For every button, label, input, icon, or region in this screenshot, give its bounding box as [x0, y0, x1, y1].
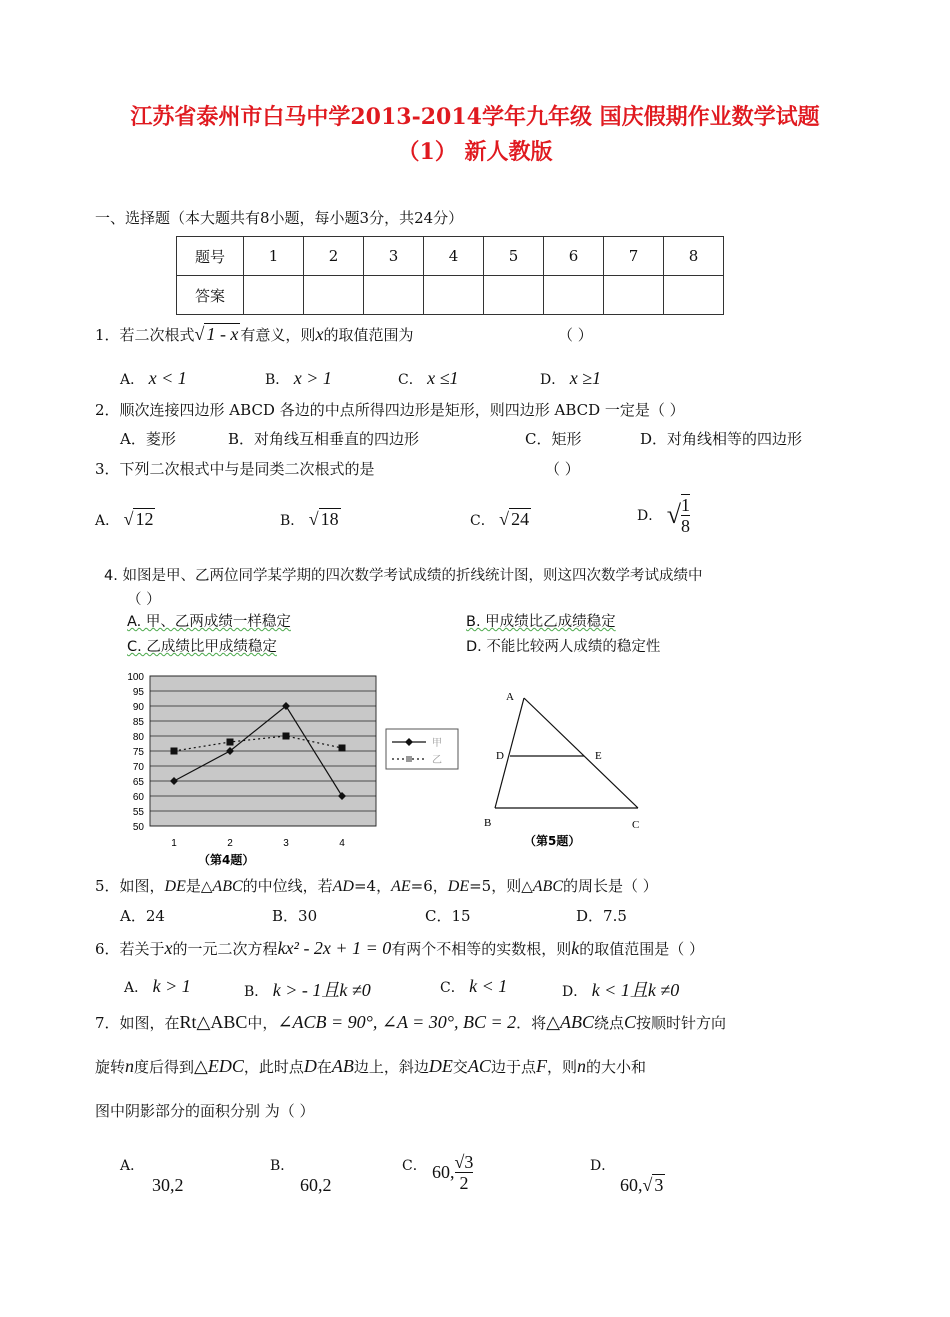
q5-option-c[interactable]: C．15: [425, 907, 471, 925]
table-cell-number: 2: [304, 237, 364, 276]
q5-text: 5．如图，: [95, 877, 165, 895]
radicand: 1 - x: [206, 324, 239, 344]
option-text: A. 甲、乙两成绩一样稳定: [127, 614, 291, 630]
page-title-line1: 江苏省泰州市白马中学2013-2014学年九年级 国庆假期作业数学试题: [130, 104, 820, 130]
x-tick-label: 3: [283, 838, 289, 849]
math-var: DE: [164, 878, 186, 895]
data-point-yi: [171, 748, 178, 755]
option-expr: k > 1: [152, 976, 191, 996]
y-tick-label: 90: [132, 702, 144, 713]
question-2: 2．顺次连接四边形 ABCD 各边的中点所得四边形是矩形，则四边形 ABCD 一定是（ ）: [95, 401, 685, 419]
q6-text: 的一元二次方程: [172, 940, 278, 958]
q7-text: 边上，斜边: [353, 1058, 429, 1076]
side-ac: [524, 698, 638, 808]
q2-option-d[interactable]: D．对角线相等的四边形: [640, 430, 803, 448]
data-point-yi: [227, 739, 234, 746]
sqrt-expression: √ 18: [308, 509, 339, 529]
option-expr: 30,2: [152, 1175, 184, 1195]
answer-cell[interactable]: [664, 276, 724, 315]
option-letter: D．: [637, 508, 663, 524]
legend-label-yi: 乙: [432, 755, 442, 766]
option-text: C. 乙成绩比甲成绩稳定: [127, 639, 277, 655]
answer-cell[interactable]: [604, 276, 664, 315]
q7-text: 度后得到: [134, 1058, 195, 1076]
legend-marker-yi: [406, 756, 412, 762]
option-expr: k < 1且k ≠0: [591, 980, 680, 1000]
y-tick-label: 65: [132, 777, 144, 788]
fraction-denominator: 8: [680, 516, 690, 536]
x-tick-label: 1: [171, 838, 177, 849]
q5-text: 的周长是（ ）: [562, 877, 658, 895]
legend-label-jia: 甲: [432, 738, 442, 749]
q7-text: 中，: [247, 1014, 278, 1032]
y-tick-label: 85: [132, 717, 144, 728]
question-3: 3．下列二次根式中与是同类二次根式的是: [95, 460, 375, 478]
q5-option-d[interactable]: D．7.5: [576, 907, 627, 925]
table-cell-number: 5: [484, 237, 544, 276]
y-tick-label: 50: [132, 822, 144, 833]
page-title-line2: （1） 新人教版: [397, 139, 553, 165]
q7-option-b[interactable]: [270, 1155, 332, 1196]
math-var: DE: [447, 878, 470, 895]
q7-text: 绕点: [593, 1014, 624, 1032]
line-chart-q4: [108, 666, 468, 874]
option-letter: D．: [540, 372, 566, 388]
q5-text: 是△: [185, 877, 213, 895]
option-letter: B．: [270, 1158, 295, 1174]
q4-option-b[interactable]: [466, 610, 616, 631]
option-letter: D．: [590, 1158, 616, 1174]
math-equation: kx² - 2x + 1 = 0: [277, 938, 392, 958]
option-letter: B．: [244, 984, 269, 1000]
q7-text: 旋转: [95, 1058, 126, 1076]
q6-option-b[interactable]: [244, 976, 371, 1002]
q7-option-c[interactable]: [402, 1155, 427, 1175]
q3-option-a[interactable]: [95, 509, 155, 530]
question-7-line2: [95, 1056, 646, 1077]
q1-text: 的取值范围为: [323, 326, 414, 344]
q6-text: 的取值范围是（ ）: [579, 940, 705, 958]
math-var: k: [571, 938, 580, 958]
section-heading: 一、选择题（本大题共有8小题，每小题3分，共24分）: [95, 209, 464, 227]
q1-option-c[interactable]: [398, 368, 459, 389]
data-point-yi: [339, 745, 346, 752]
q7-text: ，此时点: [243, 1058, 304, 1076]
x-tick-label: 2: [227, 838, 233, 849]
q2-option-a[interactable]: A．菱形: [120, 430, 176, 448]
y-tick-label: 100: [127, 672, 144, 683]
math-var: AC: [467, 1056, 491, 1076]
y-tick-label: 70: [132, 762, 144, 773]
math-expr: △EDC: [194, 1056, 244, 1076]
question-6: [95, 938, 704, 959]
question-7-line3: 图中阴影部分的面积分别 为（ ）: [95, 1102, 315, 1120]
q5-text: =4，: [353, 877, 392, 895]
y-tick-label: 55: [132, 807, 144, 818]
table-cell-number: 8: [664, 237, 724, 276]
q7-text: 的大小和: [585, 1058, 646, 1076]
option-letter: C．: [440, 980, 465, 996]
q6-option-a[interactable]: [124, 976, 191, 997]
label-a: A: [506, 691, 514, 703]
math-var: AD: [332, 878, 354, 895]
q1-text: 有意义，则: [240, 326, 316, 344]
q7-option-c-expr: [432, 1152, 473, 1193]
q4-option-c[interactable]: [127, 635, 277, 656]
math-var: ABC: [212, 878, 243, 895]
label-d: D: [496, 750, 504, 762]
q5-text: 的中位线，若: [242, 877, 333, 895]
fraction-numerator: √3: [454, 1152, 474, 1172]
math-expr: Rt△ABC: [179, 1012, 248, 1032]
answer-table-header-row: [177, 237, 724, 276]
math-expr: △ABC: [546, 1012, 594, 1032]
radicand: 3: [654, 1175, 664, 1195]
answer-cell[interactable]: [364, 276, 424, 315]
q2-option-c[interactable]: C．矩形: [525, 430, 582, 448]
question-5: [95, 875, 658, 896]
y-tick-label: 80: [132, 732, 144, 743]
q7-option-d[interactable]: [590, 1155, 665, 1196]
option-expr: k > - 1且k ≠0: [272, 980, 371, 1000]
q7-text: 按顺时针方向: [636, 1014, 727, 1032]
q7-text: 在: [316, 1058, 332, 1076]
fraction-denominator: 2: [459, 1173, 469, 1193]
math-var: DE: [428, 1056, 453, 1076]
chart-caption: （第4题）: [198, 853, 255, 867]
y-tick-label: 60: [132, 792, 144, 803]
answer-table-answer-row: [177, 276, 724, 315]
q7-text: 边于点: [490, 1058, 536, 1076]
answer-cell[interactable]: [484, 276, 544, 315]
data-point-yi: [283, 733, 290, 740]
x-tick-label: 4: [339, 838, 345, 849]
q6-text: 有两个不相等的实数根，则: [391, 940, 572, 958]
math-var: AE: [391, 878, 411, 895]
option-expr: x < 1: [148, 368, 187, 388]
option-text: D. 不能比较两人成绩的稳定性: [466, 639, 661, 655]
math-var: AB: [331, 1056, 354, 1076]
q1-option-b[interactable]: [265, 368, 332, 389]
y-tick-label: 75: [132, 747, 144, 758]
sqrt-sign-icon: √: [666, 500, 681, 529]
math-var: n: [576, 1056, 586, 1076]
q7-option-a[interactable]: [120, 1155, 184, 1196]
q5-text: =6，: [410, 877, 448, 895]
option-expr: 60,: [620, 1175, 643, 1195]
option-expr-wrap: [620, 1175, 665, 1195]
answer-cell[interactable]: [544, 276, 604, 315]
table-cell-number: 7: [604, 237, 664, 276]
q6-text: 6．若关于: [95, 940, 165, 958]
option-expr: x ≥1: [569, 368, 602, 388]
label-b: B: [484, 817, 492, 829]
option-letter: A．: [120, 372, 145, 388]
option-expr: 60,: [432, 1162, 455, 1182]
legend-box: [386, 729, 458, 769]
q4-answer-paren: （ ）: [127, 592, 161, 608]
math-var: C: [623, 1012, 636, 1032]
q7-text: 7．如图，在: [95, 1014, 180, 1032]
q3-option-c[interactable]: [470, 509, 531, 530]
figure-caption: （第5题）: [524, 834, 581, 848]
q3-option-d[interactable]: [637, 494, 690, 536]
q1-text: 1．若二次根式: [95, 326, 195, 344]
sqrt-expression: √ 3: [642, 1175, 664, 1195]
q7-text: ．将: [516, 1014, 547, 1032]
q1-option-a[interactable]: [120, 368, 187, 389]
math-var: x: [315, 324, 324, 344]
table-cell-number: 1: [244, 237, 304, 276]
q1-option-d[interactable]: [540, 368, 601, 389]
math-expr: ∠ACB = 90°, ∠A = 30°, BC = 2: [277, 1012, 517, 1032]
label-c: C: [632, 819, 640, 831]
math-var: D: [303, 1056, 317, 1076]
table-cell-number: 4: [424, 237, 484, 276]
q3-option-b[interactable]: [280, 509, 341, 530]
option-letter: C．: [470, 513, 495, 529]
option-letter: B．: [280, 513, 305, 529]
answer-cell[interactable]: [244, 276, 304, 315]
question-4: 4. 如图是甲、乙两位同学某学期的四次数学考试成绩的折线统计图，则这四次数学考试成绩中: [104, 568, 703, 584]
option-expr: 60,2: [300, 1175, 332, 1195]
label-e: E: [595, 750, 602, 762]
option-letter: A．: [120, 1158, 145, 1174]
q2-option-b[interactable]: B．对角线互相垂直的四边形: [228, 430, 420, 448]
math-var: F: [535, 1056, 547, 1076]
q5-text: =5，则△: [469, 877, 533, 895]
radicand: 12: [135, 509, 154, 529]
option-text: B. 甲成绩比乙成绩稳定: [466, 614, 616, 630]
fraction: [681, 494, 690, 536]
q3-answer-paren: （ ）: [545, 460, 580, 478]
table-label-answer: 答案: [177, 276, 244, 315]
option-expr: k < 1: [469, 976, 508, 996]
sqrt-expression: √ 24: [499, 509, 530, 529]
q5-option-a[interactable]: A．24: [120, 907, 165, 925]
question-7-line1: [95, 1012, 726, 1033]
math-var: n: [125, 1056, 135, 1076]
q1-answer-paren: （ ）: [558, 326, 593, 344]
option-letter: D．: [562, 984, 588, 1000]
question-1: [95, 324, 413, 345]
fraction: [455, 1152, 474, 1193]
option-expr: x ≤1: [427, 368, 459, 388]
q7-text: ，则: [546, 1058, 577, 1076]
fraction-numerator: 1: [680, 495, 690, 515]
math-var: x: [164, 938, 173, 958]
radicand: 18: [320, 509, 339, 529]
radicand: 24: [511, 509, 530, 529]
y-tick-label: 95: [132, 687, 144, 698]
q6-option-c[interactable]: [440, 976, 507, 997]
option-letter: B．: [265, 372, 290, 388]
table-label-number: 题号: [177, 237, 244, 276]
option-expr: x > 1: [293, 368, 332, 388]
q6-option-d[interactable]: [562, 976, 679, 1002]
answer-cell[interactable]: [304, 276, 364, 315]
option-letter: A．: [124, 980, 149, 996]
q4-option-d[interactable]: [466, 635, 660, 656]
option-letter: C．: [398, 372, 423, 388]
sqrt-expression: √ 1 - x: [194, 324, 239, 344]
q4-option-a[interactable]: [127, 610, 291, 631]
answer-cell[interactable]: [424, 276, 484, 315]
table-cell-number: 3: [364, 237, 424, 276]
triangle-figure-q5: [478, 684, 658, 854]
math-var: ABC: [532, 878, 563, 895]
table-cell-number: 6: [544, 237, 604, 276]
option-letter: A．: [95, 513, 120, 529]
option-letter: C．: [402, 1158, 427, 1174]
sqrt-expression: √ 12: [123, 509, 154, 529]
q7-text: 交: [452, 1058, 468, 1076]
answer-table: [176, 236, 724, 315]
q5-option-b[interactable]: B．30: [272, 907, 318, 925]
